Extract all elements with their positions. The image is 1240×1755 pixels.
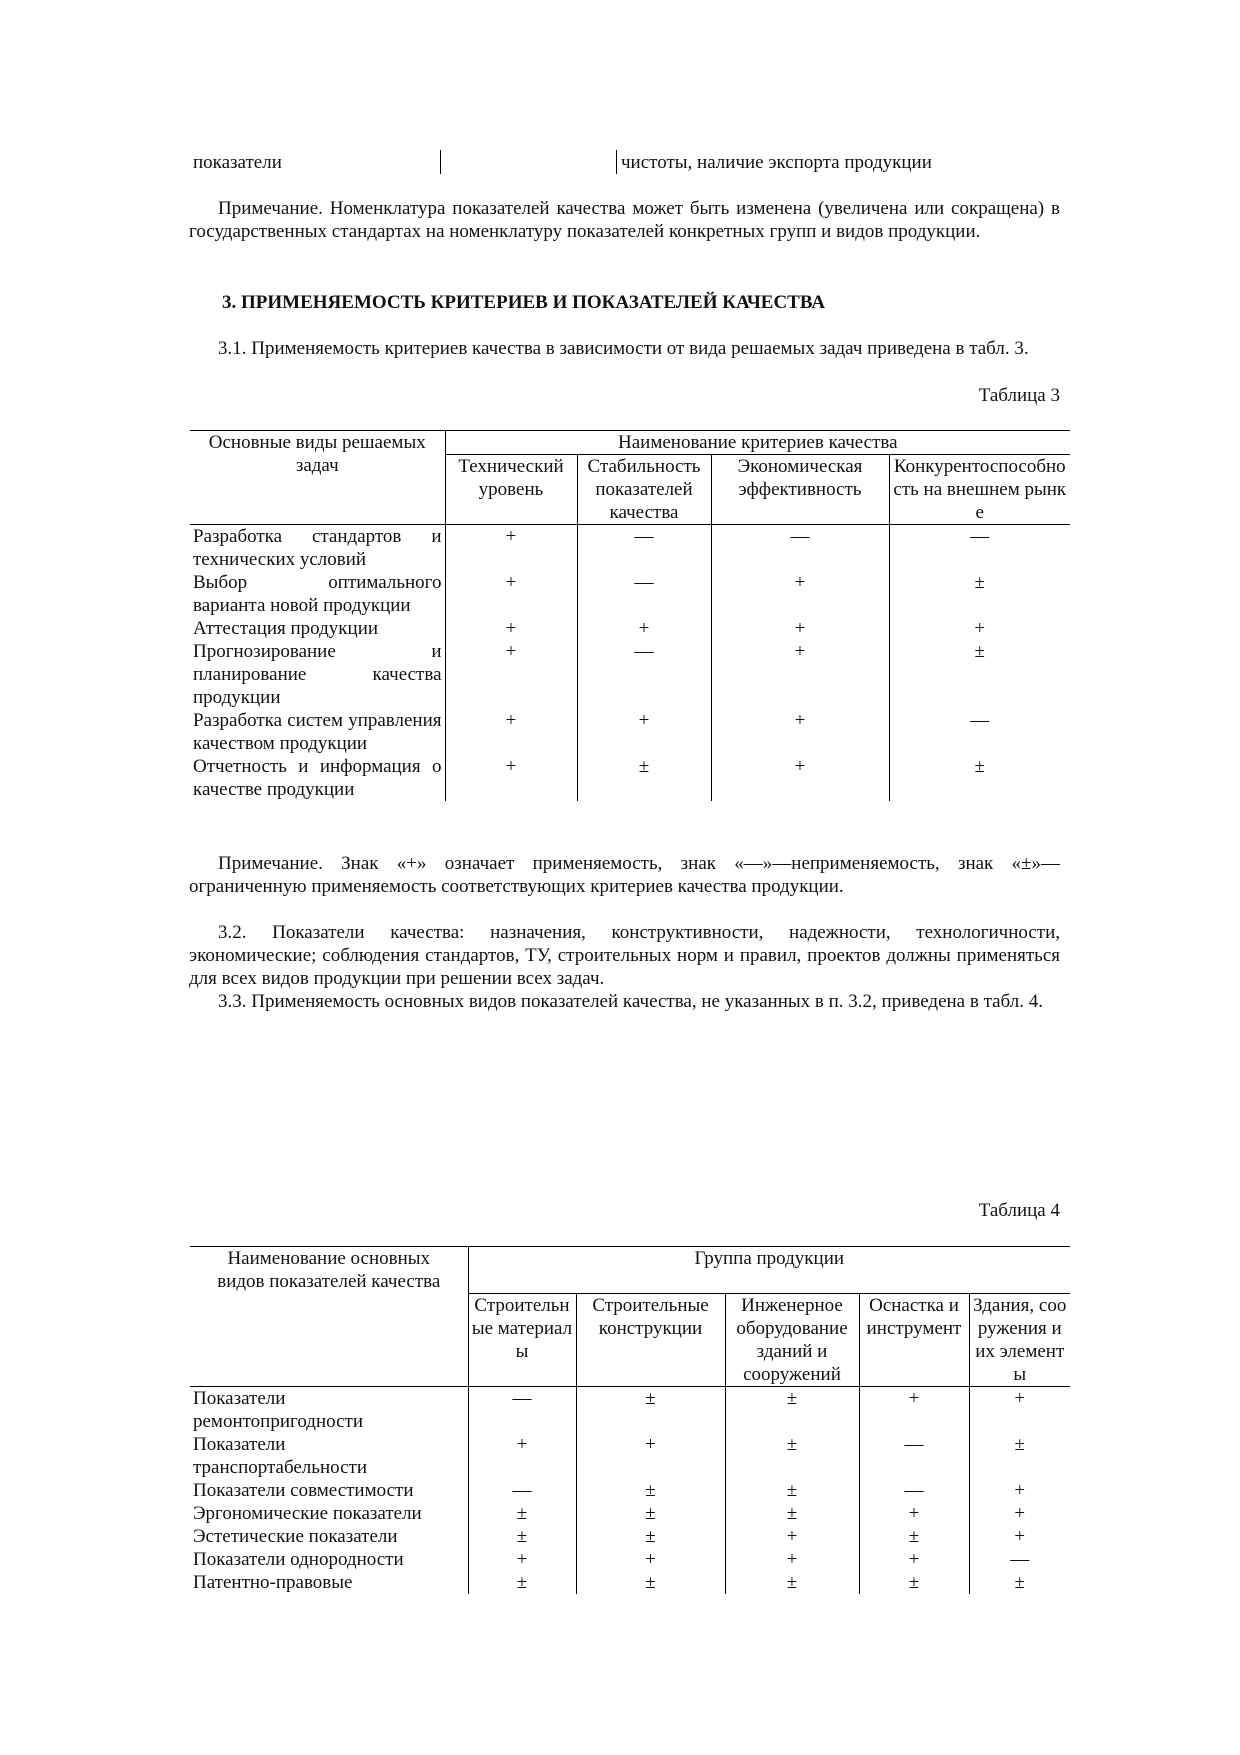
table4-indicator: Патентно-правовые: [193, 1572, 353, 1593]
table-row: [190, 755, 1070, 801]
table4-header-buildings: Здания, сооружения и их элементы: [969, 1294, 1070, 1387]
top-row-right: чистоты, наличие экспорта продукции: [621, 152, 932, 173]
table4-cell: ±: [969, 1433, 1070, 1479]
table3-cell: +: [577, 709, 711, 755]
table4-cell: +: [969, 1525, 1070, 1548]
table3-cell: —: [577, 571, 711, 617]
table3-cell: ±: [889, 571, 1070, 617]
table4-header-constructions: Строительные конструкции: [576, 1294, 725, 1387]
top-row-left: показатели: [193, 152, 282, 173]
paragraph-3-2: 3.2. Показатели качества: назначения, конструктивности, надежности, технологичности, экономические; соблюдения стандартов, ТУ, строительных норм и правил, проектов должны применяться для всех видов продукции при решении всех задач.: [189, 922, 1060, 989]
table4-cell: —: [468, 1479, 576, 1502]
table4-indicator: Показатели однородности: [193, 1549, 404, 1570]
table-row: [190, 1571, 1070, 1594]
table4-cell: ±: [468, 1571, 576, 1594]
table3-cell: —: [889, 525, 1070, 572]
table3-cell: +: [577, 617, 711, 640]
paragraph-3-3: 3.3. Применяемость основных видов показателей качества, не указанных в п. 3.2, приведена в табл. 4.: [218, 991, 1043, 1012]
table3-cell: +: [445, 617, 577, 640]
table4-cell: —: [468, 1387, 576, 1434]
table-row: [190, 709, 1070, 755]
section-heading: 3. ПРИМЕНЯЕМОСТЬ КРИТЕРИЕВ И ПОКАЗАТЕЛЕЙ КАЧЕСТВА: [222, 292, 826, 313]
table4-header-group: Группа продукции: [468, 1247, 1070, 1294]
table4-indicator: Показатели совместимости: [193, 1480, 414, 1501]
table3-cell: —: [711, 525, 889, 572]
table4-cell: ±: [725, 1571, 859, 1594]
table4-cell: +: [468, 1548, 576, 1571]
table4-cell: +: [468, 1433, 576, 1479]
table4-header-indicators: Наименование основных видов показателей качества: [190, 1247, 468, 1387]
table4-cell: ±: [859, 1525, 969, 1548]
table4-cell: ±: [725, 1502, 859, 1525]
table4-indicator: Показатели ремонтопригодности: [193, 1388, 363, 1432]
table4-cell: +: [969, 1502, 1070, 1525]
table4-cell: ±: [576, 1387, 725, 1434]
table4-cell: ±: [576, 1479, 725, 1502]
table3-header-efficiency: Экономическая эффективность: [711, 455, 889, 525]
table4-cell: +: [576, 1548, 725, 1571]
top-row-divider-1: [440, 150, 441, 174]
table4-cell: +: [969, 1387, 1070, 1434]
table-row: [190, 1433, 1070, 1479]
table-4: [190, 1246, 1070, 1594]
table4-indicator: Эстетические показатели: [193, 1526, 398, 1547]
table3-task: Прогнозирование и планирование качества продукции: [193, 641, 442, 708]
table3-cell: +: [711, 709, 889, 755]
table4-cell: ±: [468, 1525, 576, 1548]
table3-task: Аттестация продукции: [193, 618, 379, 639]
table4-header-materials: Строительные материалы: [468, 1294, 576, 1387]
table3-caption: Таблица 3: [978, 385, 1060, 406]
table3-cell: —: [577, 640, 711, 709]
table4-cell: +: [969, 1479, 1070, 1502]
table4-cell: ±: [576, 1571, 725, 1594]
table4-cell: —: [859, 1479, 969, 1502]
table-row: [190, 1387, 1070, 1434]
table3-header-competitiveness: Конкурентоспособность на внешнем рынке: [889, 455, 1070, 525]
table3-cell: +: [445, 755, 577, 801]
table4-header-equipment: Инженерное оборудование зданий и сооружений: [725, 1294, 859, 1387]
table-3: [190, 430, 1070, 801]
table3-cell: +: [889, 617, 1070, 640]
table3-header-tasks: Основные виды решаемых задач: [190, 431, 445, 525]
table3-cell: —: [889, 709, 1070, 755]
paragraph-3-1: 3.1. Применяемость критериев качества в зависимости от вида решаемых задач приведена в табл. 3.: [218, 338, 1029, 359]
table4-cell: —: [969, 1548, 1070, 1571]
table4-cell: ±: [725, 1387, 859, 1434]
table3-header-group: Наименование критериев качества: [445, 431, 1070, 455]
table4-caption: Таблица 4: [978, 1200, 1060, 1221]
table4-cell: ±: [725, 1479, 859, 1502]
table-row: [190, 1548, 1070, 1571]
table3-task: Разработка систем управления качеством продукции: [193, 710, 442, 754]
table4-cell: +: [576, 1433, 725, 1479]
table3-cell: ±: [577, 755, 711, 801]
table4-cell: ±: [969, 1571, 1070, 1594]
table4-cell: ±: [576, 1525, 725, 1548]
table3-header-stability: Стабильность показателей качества: [577, 455, 711, 525]
table3-cell: +: [445, 640, 577, 709]
table3-cell: —: [577, 525, 711, 572]
table3-cell: +: [711, 617, 889, 640]
note-nomenclature: Примечание. Номенклатура показателей качества может быть изменена (увеличена или сокращена) в государственных стандартах на номенклатуру показателей конкретных групп и видов продукции.: [189, 198, 1060, 242]
table3-cell: ±: [889, 640, 1070, 709]
table3-cell: +: [445, 571, 577, 617]
table4-cell: +: [859, 1387, 969, 1434]
table3-cell: +: [711, 640, 889, 709]
table4-cell: ±: [468, 1502, 576, 1525]
table3-cell: +: [711, 571, 889, 617]
table4-cell: ±: [725, 1433, 859, 1479]
table-row: [190, 617, 1070, 640]
table4-indicator: Показатели транспортабельности: [193, 1434, 367, 1478]
top-row-divider-2: [616, 150, 617, 174]
table3-task: Выбор оптимального варианта новой продукции: [193, 572, 442, 616]
table3-header-tech-level: Технический уровень: [445, 455, 577, 525]
table3-cell: +: [445, 709, 577, 755]
table4-cell: —: [859, 1433, 969, 1479]
table-row: [190, 1525, 1070, 1548]
table4-cell: ±: [576, 1502, 725, 1525]
table-row: [190, 571, 1070, 617]
table4-cell: ±: [859, 1571, 969, 1594]
table3-cell: +: [711, 755, 889, 801]
table-row: [190, 1479, 1070, 1502]
table4-header-tooling: Оснастка и инструмент: [859, 1294, 969, 1387]
note-signs: Примечание. Знак «+» означает применяемость, знак «—»—неприменяемость, знак «±»—ограниченную применяемость соответствующих критериев качества продукции.: [189, 853, 1060, 897]
table4-cell: +: [859, 1548, 969, 1571]
table4-indicator: Эргономические показатели: [193, 1503, 422, 1524]
table3-cell: +: [445, 525, 577, 572]
table4-cell: +: [725, 1525, 859, 1548]
table-row: [190, 525, 1070, 572]
table3-task: Разработка стандартов и технических условий: [193, 526, 442, 570]
table3-task: Отчетность и информация о качестве продукции: [193, 756, 442, 800]
table4-cell: +: [859, 1502, 969, 1525]
table-row: [190, 640, 1070, 709]
table4-cell: +: [725, 1548, 859, 1571]
table3-cell: ±: [889, 755, 1070, 801]
table-row: [190, 1502, 1070, 1525]
